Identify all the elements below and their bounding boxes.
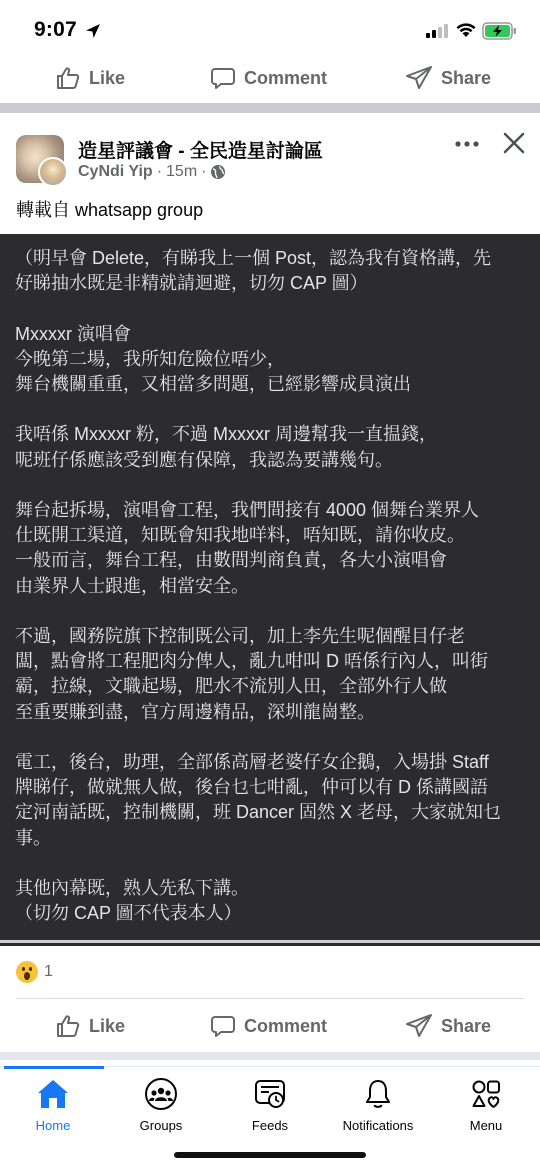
author-avatar[interactable]: [38, 157, 68, 187]
image-line: 不過，國務院旗下控制既公司，加上李先生呢個醒目仔老: [15, 625, 465, 646]
groups-icon: [144, 1078, 178, 1110]
group-name[interactable]: 造星評議會 - 全民造星討論區: [78, 141, 323, 162]
image-line: Mxxxxr 演唱會: [15, 323, 131, 344]
reaction-summary[interactable]: [16, 961, 53, 983]
image-line: 一般而言，舞台工程，由數間判商負責，各大小演唱會: [15, 550, 447, 571]
image-line: 闆，點會將工程肥肉分俾人，亂九咁叫 D 唔係行內人，叫街: [15, 651, 488, 672]
image-line: 今晚第二場，我所知危險位唔少，: [15, 348, 285, 369]
like-button[interactable]: [55, 1013, 125, 1039]
like-label: Like: [89, 67, 126, 88]
image-line: 至重要賺到盡，官方周邊精品，深圳龍崗整。: [15, 701, 375, 722]
wow-emoji-icon: [16, 961, 38, 983]
tab-feeds[interactable]: [220, 1078, 320, 1133]
comment-button[interactable]: [210, 1013, 327, 1039]
share-label: Share: [441, 1015, 492, 1036]
image-line: 電工，後台，助理，全部係高層老婆仔女企鵝，入場掛 Staff: [15, 751, 489, 772]
image-line: 定河南話既，控制機關，班 Dancer 固然 X 老母，大家就知乜: [15, 802, 502, 823]
thumbs-up-icon: [55, 1013, 81, 1039]
wifi-icon: [455, 22, 477, 38]
close-icon[interactable]: [502, 131, 526, 155]
section-separator: [0, 103, 540, 113]
image-line: 牌睇仔，做就無人做，後台乜七咁亂，仲可以有 D 係講國語: [15, 777, 488, 798]
battery-charging-icon: [482, 22, 518, 40]
active-tab-indicator: [4, 1066, 104, 1069]
tab-label: Notifications: [342, 1118, 414, 1133]
share-icon: [405, 1013, 433, 1039]
image-line: 好睇抽水既是非精就請迴避，切勿 CAP 圖）: [15, 273, 368, 294]
tab-label: Groups: [139, 1118, 183, 1133]
home-indicator[interactable]: [174, 1152, 366, 1158]
globe-icon: [210, 164, 226, 180]
tab-home[interactable]: [3, 1078, 103, 1133]
reaction-divider: [16, 998, 524, 999]
image-line: 事。: [15, 827, 51, 848]
thumbs-up-icon: [55, 65, 81, 91]
post-text: 轉載自 whatsapp group: [16, 200, 204, 220]
share-label: Share: [441, 67, 492, 88]
tab-notifications[interactable]: [328, 1078, 428, 1133]
image-line: 霸，拉線，文職起場，肥水不流別人田，全部外行人做: [15, 676, 447, 697]
like-button[interactable]: [55, 65, 125, 91]
tab-menu[interactable]: [436, 1078, 536, 1133]
status-time: 9:07: [34, 18, 77, 41]
comment-label: Comment: [244, 1015, 328, 1036]
image-line: 舞台起拆場，演唱會工程，我們間接有 4000 個舞台業界人: [15, 499, 480, 520]
image-divider: [0, 940, 540, 943]
more-options-icon[interactable]: [455, 138, 479, 150]
image-line: 舞台機關重重，又相當多問題，已經影響成員演出: [15, 374, 411, 394]
image-line: （切勿 CAP 圖不代表本人）: [15, 903, 242, 924]
post-time[interactable]: 15m: [166, 163, 198, 180]
signal-icon: [426, 24, 450, 38]
image-line: 由業界人士跟進，相當安全。: [15, 575, 249, 596]
feeds-icon: [253, 1078, 287, 1110]
comment-icon: [210, 65, 236, 91]
image-line: 仕既開工渠道，知既會知我地咩料，唔知既，請你收皮。: [15, 525, 465, 546]
location-arrow-icon: [84, 22, 102, 40]
image-line: 其他內幕既，熟人先私下講。: [15, 877, 249, 898]
section-separator: [0, 1052, 540, 1060]
share-button[interactable]: [405, 65, 491, 91]
image-line: （明早會 Delete，有睇我上一個 Post，認為我有資格講，先: [15, 248, 492, 268]
like-label: Like: [89, 1015, 126, 1036]
status-bar: [0, 0, 540, 60]
post-meta: [78, 163, 226, 181]
comment-label: Comment: [244, 67, 328, 88]
tab-groups[interactable]: [111, 1078, 211, 1133]
image-line: 我唔係 Mxxxxr 粉，不過 Mxxxxr 周邊幫我一直揾錢，: [15, 424, 437, 445]
tab-label: Home: [35, 1118, 71, 1133]
bell-icon: [361, 1078, 395, 1110]
reaction-count: 1: [44, 963, 53, 980]
top-action-bar: [0, 52, 540, 104]
tab-label: Feeds: [251, 1118, 289, 1133]
meta-separator-2: ·: [201, 163, 207, 180]
meta-separator: ·: [156, 163, 163, 180]
bottom-action-bar: [0, 1000, 540, 1052]
image-text: [15, 246, 530, 926]
menu-icon: [469, 1078, 503, 1110]
comment-button[interactable]: [210, 65, 327, 91]
comment-icon: [210, 1013, 236, 1039]
home-icon: [36, 1078, 70, 1110]
author-name[interactable]: CyNdi Yip: [78, 163, 153, 180]
share-button[interactable]: [405, 1013, 491, 1039]
post-image[interactable]: [0, 234, 540, 946]
tab-label: Menu: [469, 1118, 503, 1133]
share-icon: [405, 65, 433, 91]
image-line: 呢班仔係應該受到應有保障，我認為要講幾句。: [15, 449, 393, 470]
